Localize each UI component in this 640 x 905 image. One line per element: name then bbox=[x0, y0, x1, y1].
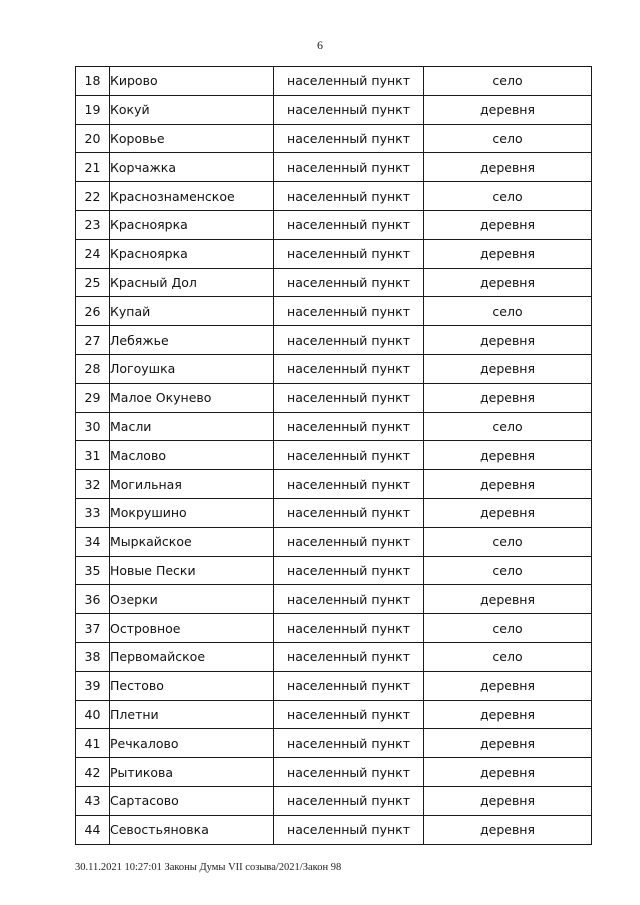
settlement-name-cell: Речкалово bbox=[110, 729, 274, 758]
table-row bbox=[76, 614, 592, 643]
table-row bbox=[76, 210, 592, 239]
settlement-type-cell: село bbox=[424, 124, 592, 153]
settlement-kind-cell: населенный пункт bbox=[274, 585, 424, 614]
settlement-name-cell: Красноярка bbox=[110, 210, 274, 239]
row-number-cell: 37 bbox=[76, 614, 110, 643]
settlement-name-cell: Красноярка bbox=[110, 239, 274, 268]
settlement-name-cell: Малое Окунево bbox=[110, 383, 274, 412]
settlement-type-cell: деревня bbox=[424, 95, 592, 124]
table-row bbox=[76, 642, 592, 671]
row-number-cell: 23 bbox=[76, 210, 110, 239]
settlement-type-cell: село bbox=[424, 614, 592, 643]
settlement-kind-cell: населенный пункт bbox=[274, 786, 424, 815]
row-number-cell: 39 bbox=[76, 671, 110, 700]
table-row bbox=[76, 354, 592, 383]
settlement-name-cell: Масли bbox=[110, 412, 274, 441]
table-row bbox=[76, 470, 592, 499]
settlement-type-cell: деревня bbox=[424, 729, 592, 758]
settlement-type-cell: деревня bbox=[424, 153, 592, 182]
row-number-cell: 41 bbox=[76, 729, 110, 758]
settlement-type-cell: деревня bbox=[424, 671, 592, 700]
settlement-name-cell: Логоушка bbox=[110, 354, 274, 383]
row-number-cell: 43 bbox=[76, 786, 110, 815]
table-row bbox=[76, 671, 592, 700]
row-number-cell: 21 bbox=[76, 153, 110, 182]
row-number-cell: 27 bbox=[76, 326, 110, 355]
settlement-kind-cell: населенный пункт bbox=[274, 671, 424, 700]
settlement-type-cell: деревня bbox=[424, 786, 592, 815]
row-number-cell: 26 bbox=[76, 297, 110, 326]
settlement-type-cell: деревня bbox=[424, 585, 592, 614]
settlement-kind-cell: населенный пункт bbox=[274, 383, 424, 412]
settlement-type-cell: деревня bbox=[424, 815, 592, 844]
row-number-cell: 29 bbox=[76, 383, 110, 412]
settlement-type-cell: деревня bbox=[424, 700, 592, 729]
row-number-cell: 38 bbox=[76, 642, 110, 671]
settlement-name-cell: Плетни bbox=[110, 700, 274, 729]
table-row bbox=[76, 700, 592, 729]
row-number-cell: 36 bbox=[76, 585, 110, 614]
table-row bbox=[76, 239, 592, 268]
settlement-kind-cell: населенный пункт bbox=[274, 815, 424, 844]
table-row bbox=[76, 297, 592, 326]
row-number-cell: 22 bbox=[76, 182, 110, 211]
table-row bbox=[76, 441, 592, 470]
settlement-type-cell: село bbox=[424, 67, 592, 96]
table-row bbox=[76, 815, 592, 844]
settlement-name-cell: Рытикова bbox=[110, 758, 274, 787]
settlement-type-cell: село bbox=[424, 412, 592, 441]
settlement-name-cell: Мыркайское bbox=[110, 527, 274, 556]
table-row bbox=[76, 153, 592, 182]
table-row bbox=[76, 268, 592, 297]
settlement-name-cell: Новые Пески bbox=[110, 556, 274, 585]
settlement-type-cell: деревня bbox=[424, 441, 592, 470]
settlement-kind-cell: населенный пункт bbox=[274, 556, 424, 585]
settlement-type-cell: село bbox=[424, 527, 592, 556]
settlement-name-cell: Маслово bbox=[110, 441, 274, 470]
settlement-kind-cell: населенный пункт bbox=[274, 527, 424, 556]
row-number-cell: 31 bbox=[76, 441, 110, 470]
row-number-cell: 35 bbox=[76, 556, 110, 585]
table-row bbox=[76, 95, 592, 124]
table-row bbox=[76, 527, 592, 556]
settlement-type-cell: село bbox=[424, 642, 592, 671]
settlement-type-cell: деревня bbox=[424, 354, 592, 383]
row-number-cell: 32 bbox=[76, 470, 110, 499]
settlement-kind-cell: населенный пункт bbox=[274, 614, 424, 643]
table-row bbox=[76, 383, 592, 412]
settlement-name-cell: Могильная bbox=[110, 470, 274, 499]
settlement-type-cell: село bbox=[424, 297, 592, 326]
table-row bbox=[76, 67, 592, 96]
settlement-type-cell: деревня bbox=[424, 470, 592, 499]
settlement-kind-cell: населенный пункт bbox=[274, 182, 424, 211]
settlement-name-cell: Сартасово bbox=[110, 786, 274, 815]
settlement-type-cell: деревня bbox=[424, 268, 592, 297]
settlement-name-cell: Островное bbox=[110, 614, 274, 643]
settlement-name-cell: Лебяжье bbox=[110, 326, 274, 355]
settlement-type-cell: село bbox=[424, 556, 592, 585]
row-number-cell: 44 bbox=[76, 815, 110, 844]
settlement-name-cell: Краснознаменское bbox=[110, 182, 274, 211]
table-row bbox=[76, 786, 592, 815]
table-row bbox=[76, 182, 592, 211]
row-number-cell: 18 bbox=[76, 67, 110, 96]
settlement-kind-cell: населенный пункт bbox=[274, 412, 424, 441]
settlement-kind-cell: населенный пункт bbox=[274, 268, 424, 297]
settlement-type-cell: деревня bbox=[424, 239, 592, 268]
settlement-name-cell: Корчажка bbox=[110, 153, 274, 182]
settlement-type-cell: деревня bbox=[424, 758, 592, 787]
settlement-type-cell: деревня bbox=[424, 210, 592, 239]
settlement-kind-cell: населенный пункт bbox=[274, 124, 424, 153]
settlement-kind-cell: населенный пункт bbox=[274, 95, 424, 124]
settlement-name-cell: Кокуй bbox=[110, 95, 274, 124]
settlement-kind-cell: населенный пункт bbox=[274, 470, 424, 499]
table-row bbox=[76, 758, 592, 787]
settlement-kind-cell: населенный пункт bbox=[274, 210, 424, 239]
settlements-table bbox=[75, 66, 592, 845]
settlement-name-cell: Пестово bbox=[110, 671, 274, 700]
settlement-kind-cell: населенный пункт bbox=[274, 239, 424, 268]
row-number-cell: 40 bbox=[76, 700, 110, 729]
settlement-type-cell: деревня bbox=[424, 498, 592, 527]
row-number-cell: 25 bbox=[76, 268, 110, 297]
row-number-cell: 28 bbox=[76, 354, 110, 383]
settlement-name-cell: Купай bbox=[110, 297, 274, 326]
settlement-kind-cell: населенный пункт bbox=[274, 729, 424, 758]
settlement-kind-cell: населенный пункт bbox=[274, 297, 424, 326]
settlements-table-body bbox=[76, 67, 592, 845]
page-number: 6 bbox=[317, 38, 323, 52]
row-number-cell: 34 bbox=[76, 527, 110, 556]
settlement-name-cell: Красный Дол bbox=[110, 268, 274, 297]
settlement-kind-cell: населенный пункт bbox=[274, 153, 424, 182]
row-number-cell: 20 bbox=[76, 124, 110, 153]
row-number-cell: 24 bbox=[76, 239, 110, 268]
settlement-kind-cell: населенный пункт bbox=[274, 326, 424, 355]
settlement-type-cell: деревня bbox=[424, 326, 592, 355]
settlement-name-cell: Мокрушино bbox=[110, 498, 274, 527]
settlement-kind-cell: населенный пункт bbox=[274, 441, 424, 470]
table-row bbox=[76, 556, 592, 585]
table-row bbox=[76, 124, 592, 153]
settlement-kind-cell: населенный пункт bbox=[274, 498, 424, 527]
row-number-cell: 33 bbox=[76, 498, 110, 527]
settlement-type-cell: село bbox=[424, 182, 592, 211]
row-number-cell: 19 bbox=[76, 95, 110, 124]
settlement-kind-cell: населенный пункт bbox=[274, 642, 424, 671]
settlement-type-cell: деревня bbox=[424, 383, 592, 412]
settlement-kind-cell: населенный пункт bbox=[274, 67, 424, 96]
row-number-cell: 42 bbox=[76, 758, 110, 787]
table-row bbox=[76, 585, 592, 614]
settlement-name-cell: Первомайское bbox=[110, 642, 274, 671]
table-row bbox=[76, 498, 592, 527]
document-footer: 30.11.2021 10:27:01 Законы Думы VII созыва/2021/Закон 98 bbox=[75, 862, 342, 873]
table-row bbox=[76, 326, 592, 355]
row-number-cell: 30 bbox=[76, 412, 110, 441]
settlement-kind-cell: населенный пункт bbox=[274, 758, 424, 787]
settlement-name-cell: Кирово bbox=[110, 67, 274, 96]
settlement-name-cell: Коровье bbox=[110, 124, 274, 153]
table-row bbox=[76, 729, 592, 758]
settlement-name-cell: Севостьяновка bbox=[110, 815, 274, 844]
settlement-kind-cell: населенный пункт bbox=[274, 700, 424, 729]
settlement-name-cell: Озерки bbox=[110, 585, 274, 614]
table-row bbox=[76, 412, 592, 441]
settlement-kind-cell: населенный пункт bbox=[274, 354, 424, 383]
